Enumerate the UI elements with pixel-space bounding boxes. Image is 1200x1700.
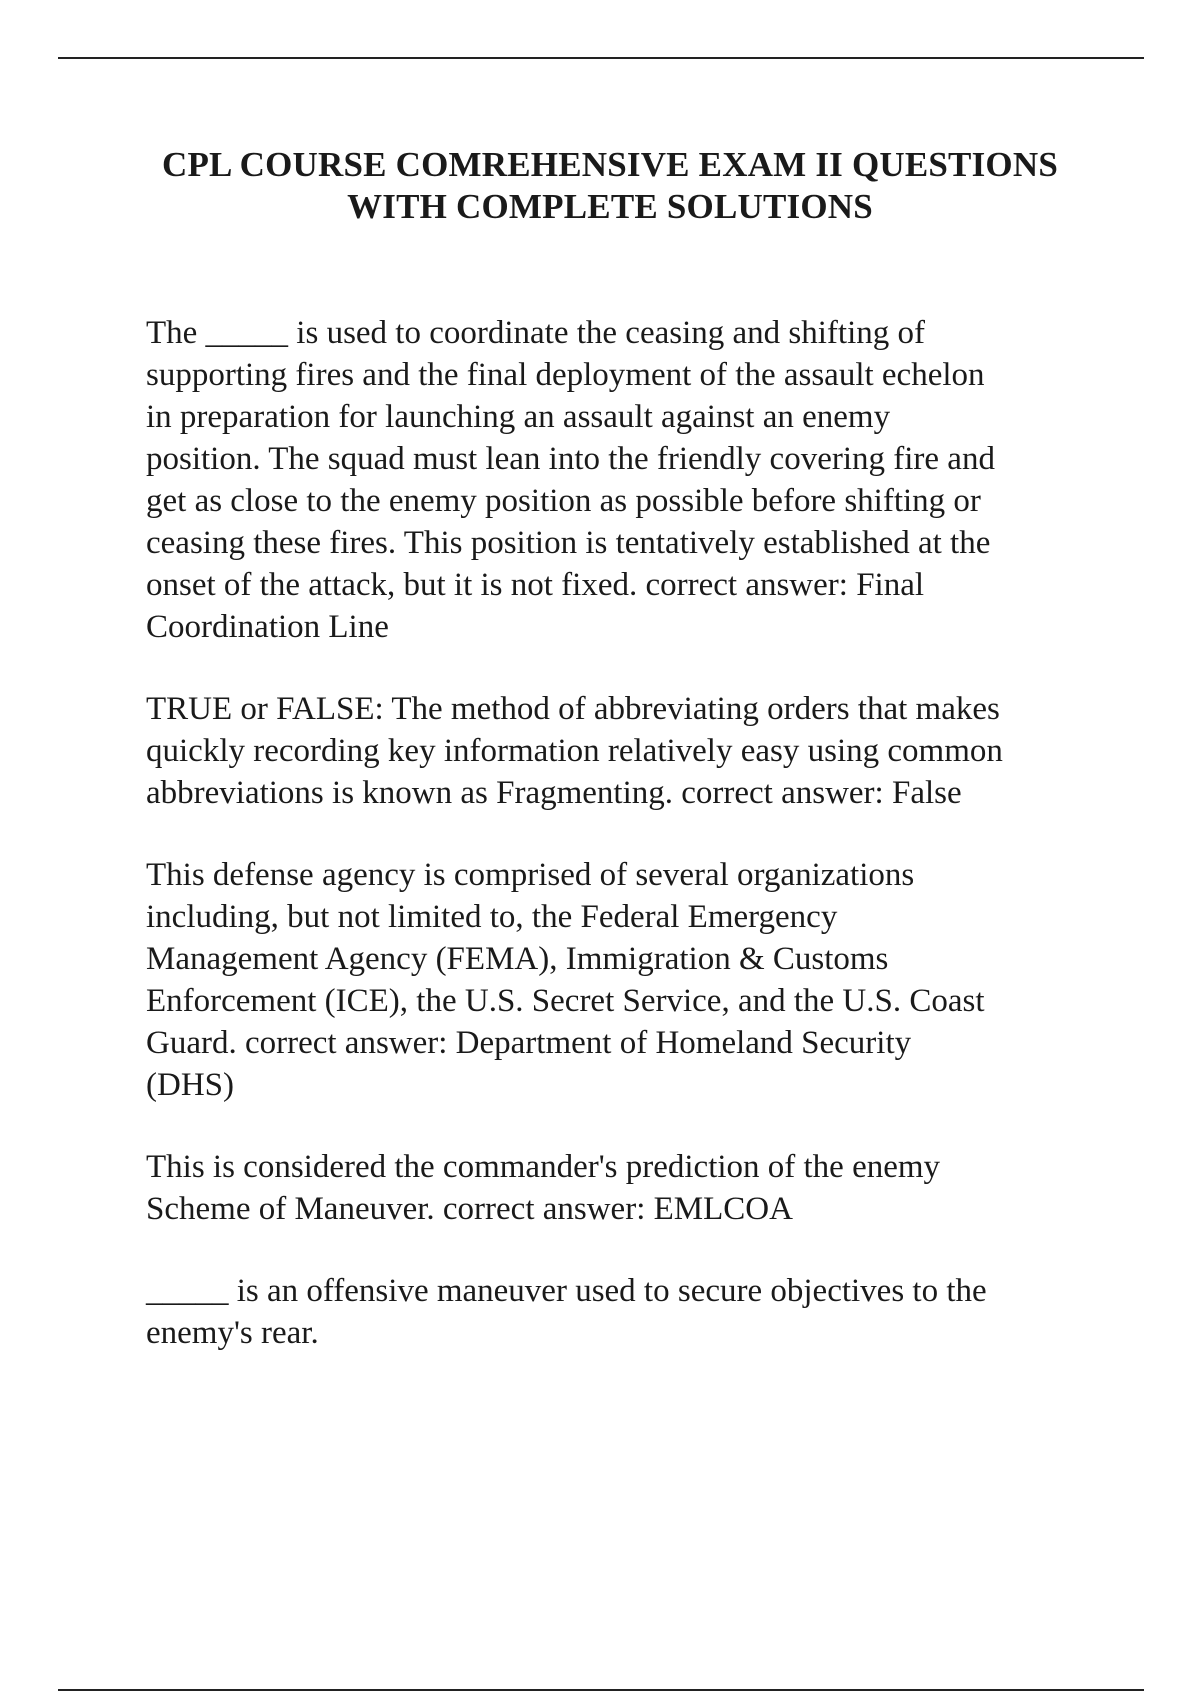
question-text-line: Enforcement (ICE), the U.S. Secret Service, and the U.S. Coast bbox=[146, 983, 985, 1019]
page-title bbox=[110, 144, 1110, 228]
title-line: WITH COMPLETE SOLUTIONS bbox=[347, 187, 873, 226]
header-rule bbox=[58, 57, 1144, 59]
question-text-line: get as close to the enemy position as possible before shifting or bbox=[146, 483, 981, 519]
footer-rule bbox=[58, 1689, 1144, 1691]
question-text-line: Guard. correct answer: Department of Homeland Security bbox=[146, 1025, 912, 1061]
question-text-line: Coordination Line bbox=[146, 609, 389, 645]
question-text-line: in preparation for launching an assault against an enemy bbox=[146, 399, 891, 435]
question-text-line: _____ is an offensive maneuver used to secure objectives to the bbox=[146, 1273, 987, 1309]
question-text-line: The _____ is used to coordinate the ceasing and shifting of bbox=[146, 315, 925, 351]
question-text-line: This is considered the commander's prediction of the enemy bbox=[146, 1149, 941, 1185]
question-item bbox=[146, 1146, 1096, 1230]
question-item bbox=[146, 854, 1096, 1106]
question-text-line: quickly recording key information relatively easy using common bbox=[146, 733, 1003, 769]
question-text-line: including, but not limited to, the Federal Emergency bbox=[146, 899, 838, 935]
question-text-line: abbreviations is known as Fragmenting. correct answer: False bbox=[146, 775, 962, 811]
question-list bbox=[146, 312, 1096, 1394]
question-text-line: This defense agency is comprised of several organizations bbox=[146, 857, 915, 893]
question-item bbox=[146, 688, 1096, 814]
question-text-line: (DHS) bbox=[146, 1067, 234, 1103]
question-text-line: ceasing these fires. This position is tentatively established at the bbox=[146, 525, 991, 561]
question-item bbox=[146, 312, 1096, 648]
title-line: CPL COURSE COMREHENSIVE EXAM II QUESTIONS bbox=[161, 145, 1058, 184]
question-text-line: onset of the attack, but it is not fixed. correct answer: Final bbox=[146, 567, 925, 603]
question-text-line: enemy's rear. bbox=[146, 1315, 319, 1351]
question-text-line: Management Agency (FEMA), Immigration & Customs bbox=[146, 941, 889, 977]
question-text-line: supporting fires and the final deployment of the assault echelon bbox=[146, 357, 985, 393]
question-text-line: Scheme of Maneuver. correct answer: EMLCOA bbox=[146, 1191, 793, 1227]
question-item bbox=[146, 1270, 1096, 1354]
question-text-line: position. The squad must lean into the friendly covering fire and bbox=[146, 441, 995, 477]
question-text-line: TRUE or FALSE: The method of abbreviating orders that makes bbox=[146, 691, 1000, 727]
